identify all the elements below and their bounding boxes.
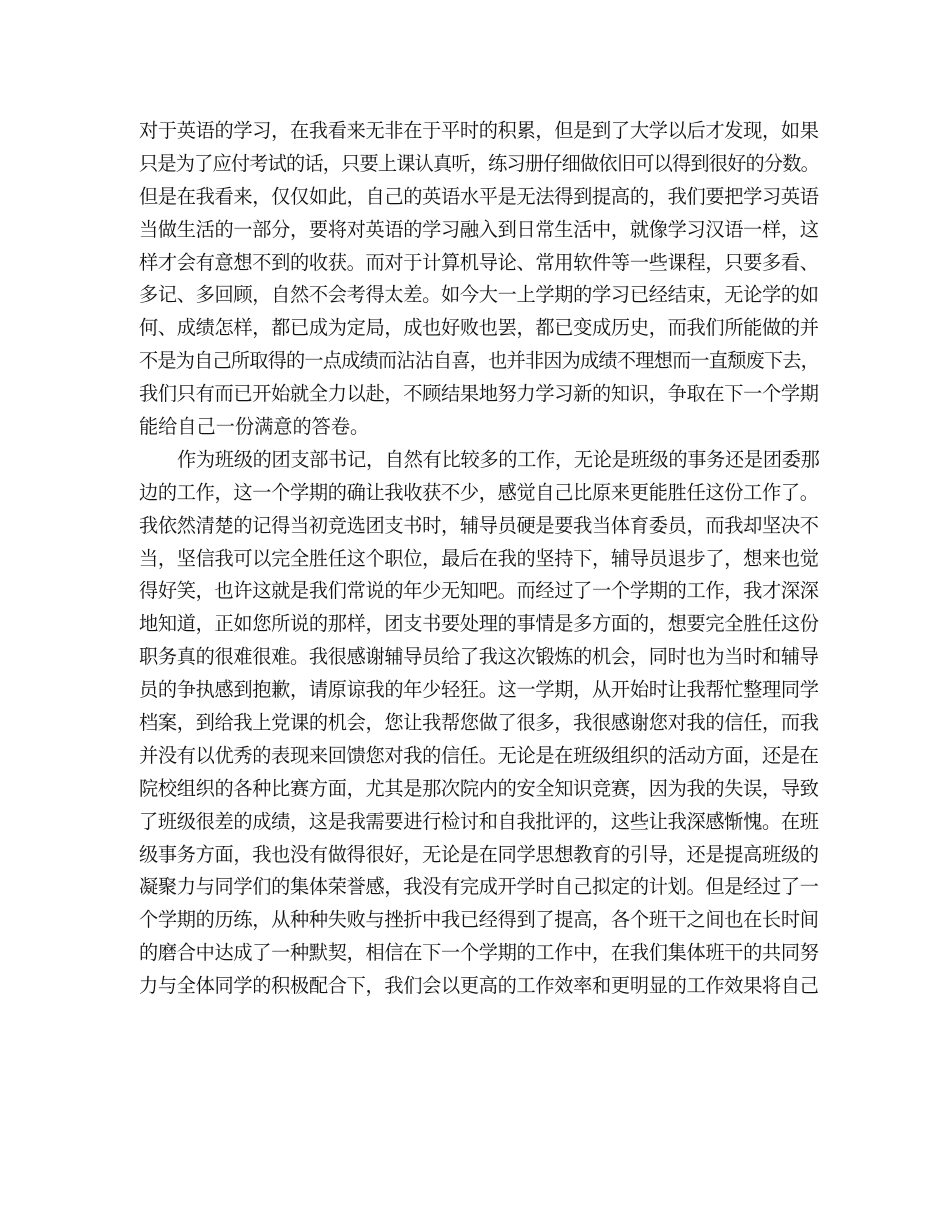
text-line: 凝聚力与同学们的集体荣誉感，我没有完成开学时自己拟定的计划。但是经过了一 <box>139 875 819 899</box>
text-line: 职务真的很难很难。我很感谢辅导员给了我这次锻炼的机会，同时也为当时和辅导 <box>139 645 819 669</box>
text-line: 样才会有意想不到的收获。而对于计算机导论、常用软件等一些课程，只要多看、 <box>139 250 819 274</box>
text-line: 了班级很差的成绩，这是我需要进行检讨和自我批评的，这些让我深感惭愧。在班 <box>139 809 819 833</box>
text-line: 我们只有而已开始就全力以赴，不顾结果地努力学习新的知识，争取在下一个学期 <box>139 382 819 406</box>
text-line: 多记、多回顾，自然不会考得太差。如今大一上学期的学习已经结束，无论学的如 <box>139 283 819 307</box>
text-line: 院校组织的各种比赛方面，尤其是那次院内的安全知识竞赛，因为我的失误，导致 <box>139 776 819 800</box>
text-line: 我依然清楚的记得当初竞选团支书时，辅导员硬是要我当体育委员，而我却坚决不 <box>139 513 819 537</box>
text-line: 只是为了应付考试的话，只要上课认真听，练习册仔细做依旧可以得到很好的分数。 <box>139 151 819 175</box>
text-line: 地知道，正如您所说的那样，团支书要处理的事情是多方面的，想要完全胜任这份 <box>139 612 819 636</box>
text-line: 能给自己一份满意的答卷。 <box>139 415 370 439</box>
text-line: 但是在我看来，仅仅如此，自己的英语水平是无法得到提高的，我们要把学习英语 <box>139 184 819 208</box>
document-body <box>139 115 819 1003</box>
text-line: 当做生活的一部分，要将对英语的学习融入到日常生活中，就像学习汉语一样，这 <box>139 217 819 241</box>
paragraph <box>139 444 819 1003</box>
text-line: 档案，到给我上党课的机会，您让我帮您做了很多，我很感谢您对我的信任，而我 <box>139 711 819 735</box>
text-line: 级事务方面，我也没有做得很好，无论是在同学思想教育的引导，还是提高班级的 <box>139 842 819 866</box>
text-line: 何、成绩怎样，都已成为定局，成也好败也罢，都已变成历史，而我们所能做的并 <box>139 316 819 340</box>
paragraph <box>139 115 819 444</box>
text-line: 员的争执感到抱歉，请原谅我的年少轻狂。这一学期，从开始时让我帮忙整理同学 <box>139 678 819 702</box>
text-line: 不是为自己所取得的一点成绩而沾沾自喜，也并非因为成绩不理想而一直颓废下去， <box>139 349 819 373</box>
text-line: 个学期的历练，从种种失败与挫折中我已经得到了提高，各个班干之间也在长时间 <box>139 908 819 932</box>
text-line: 力与全体同学的积极配合下，我们会以更高的工作效率和更明显的工作效果将自己 <box>139 974 819 998</box>
text-line: 对于英语的学习，在我看来无非在于平时的积累，但是到了大学以后才发现，如果 <box>139 119 819 142</box>
text-line: 边的工作，这一个学期的确让我收获不少，感觉自己比原来更能胜任这份工作了。 <box>139 480 819 504</box>
text-line: 得好笑，也许这就是我们常说的年少无知吧。而经过了一个学期的工作，我才深深 <box>139 579 819 603</box>
text-line: 的磨合中达成了一种默契，相信在下一个学期的工作中，在我们集体班干的共同努 <box>139 941 819 965</box>
text-line: 并没有以优秀的表现来回馈您对我的信任。无论是在班级组织的活动方面，还是在 <box>139 743 819 767</box>
text-line: 当，坚信我可以完全胜任这个职位，最后在我的坚持下，辅导员退步了，想来也觉 <box>139 546 819 570</box>
text-line: 作为班级的团支部书记，自然有比较多的工作，无论是班级的事务还是团委那 <box>177 447 820 471</box>
